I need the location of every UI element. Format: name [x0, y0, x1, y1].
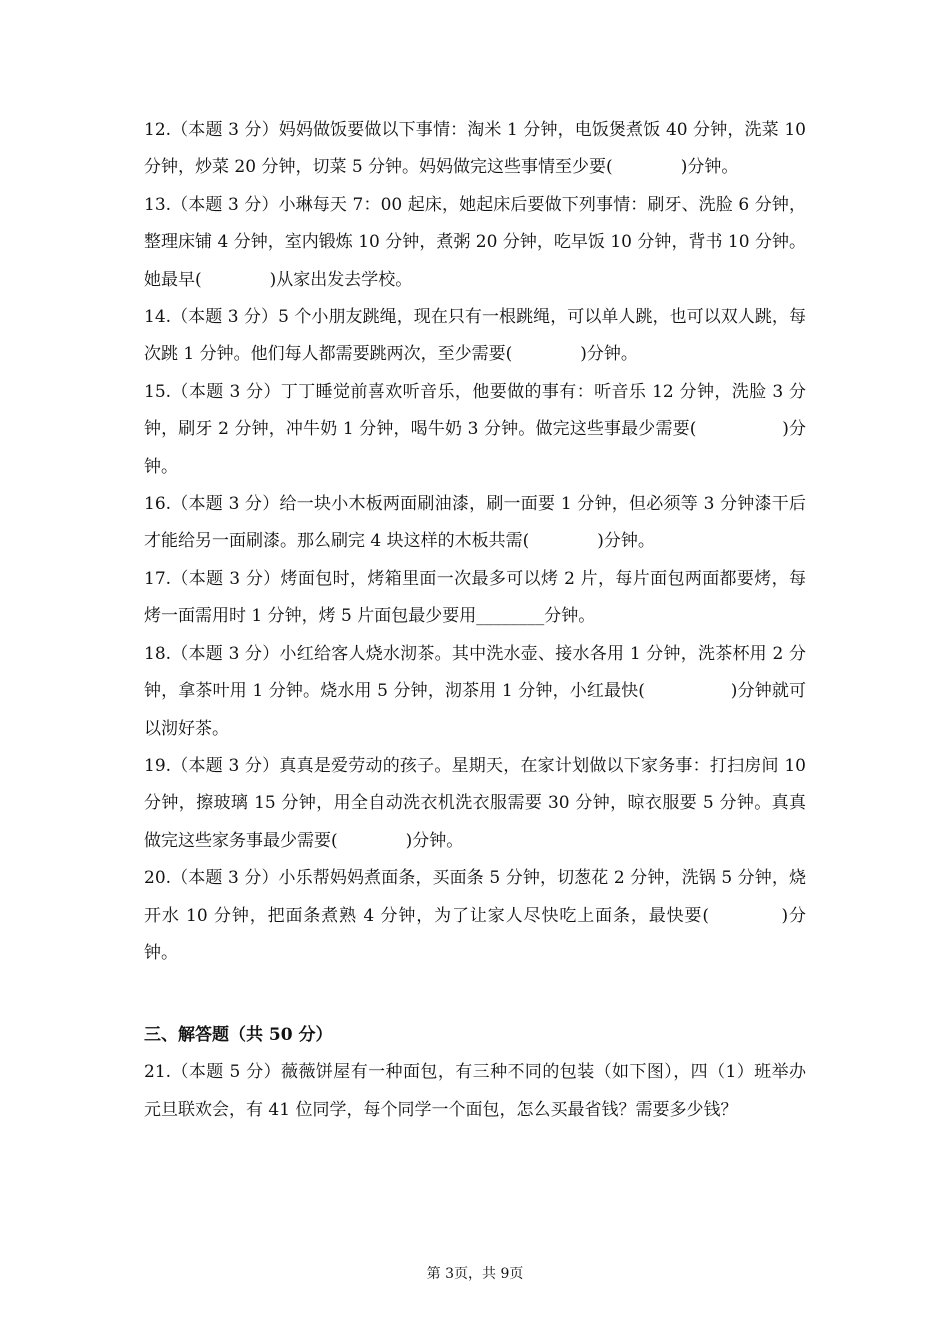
question-18: 18.（本题 3 分）小红给客人烧水沏茶。其中洗水壶、接水各用 1 分钟，洗茶杯用 2 分钟，拿茶叶用 1 分钟。烧水用 5 分钟，沏茶用 1 分钟，小红最快( )分钟就可以沏好茶。 [144, 643, 806, 739]
question-12: 12.（本题 3 分）妈妈做饭要做以下事情：淘米 1 分钟，电饭煲煮饭 40 分钟，洗菜 10 分钟，炒菜 20 分钟，切菜 5 分钟。妈妈做完这些事情至少要( )分钟。 [144, 120, 806, 178]
page-content [144, 112, 806, 1129]
page-footer: 第 3页，共 9页 [426, 1266, 524, 1282]
question-16: 16.（本题 3 分）给一块小木板两面刷油漆，刷一面要 1 分钟，但必须等 3 分钟漆干后才能给另一面刷漆。那么刷完 4 块这样的木板共需( )分钟。 [144, 494, 806, 552]
question-21: 21.（本题 5 分）薇薇饼屋有一种面包，有三种不同的包装（如下图），四（1）班举办元旦联欢会，有 41 位同学，每个同学一个面包，怎么买最省钱？需要多少钱？ [144, 1062, 806, 1120]
section-heading: 三、解答题（共 50 分） [144, 1025, 333, 1046]
question-17: 17.（本题 3 分）烤面包时，烤箱里面一次最多可以烤 2 片，每片面包两面都要烤，每烤一面需用时 1 分钟，烤 5 片面包最少要用________分钟。 [144, 568, 806, 627]
question-13: 13.（本题 3 分）小琳每天 7：00 起床，她起床后要做下列事情：刷牙、洗脸 6 分钟，整理床铺 4 分钟，室内锻炼 10 分钟，煮粥 20 分钟，吃早饭 10 分钟，背书 10 分钟。她最早( )从家出发去学校。 [144, 194, 806, 290]
question-20: 20.（本题 3 分）小乐帮妈妈煮面条，买面条 5 分钟，切葱花 2 分钟，洗锅 5 分钟，烧开水 10 分钟，把面条煮熟 4 分钟，为了让家人尽快吃上面条，最快要( )分钟。 [144, 868, 806, 963]
question-19: 19.（本题 3 分）真真是爱劳动的孩子。星期天，在家计划做以下家务事：打扫房间 10 分钟，擦玻璃 15 分钟，用全自动洗衣机洗衣服需要 30 分钟，晾衣服要 5 分钟。真真做完这些家务事最少需要( )分钟。 [144, 755, 806, 851]
question-15: 15.（本题 3 分）丁丁睡觉前喜欢听音乐，他要做的事有：听音乐 12 分钟，洗脸 3 分钟，刷牙 2 分钟，冲牛奶 1 分钟，喝牛奶 3 分钟。做完这些事最少需要( )分钟。 [144, 381, 806, 477]
question-14: 14.（本题 3 分）5 个小朋友跳绳，现在只有一根跳绳，可以单人跳，也可以双人跳，每次跳 1 分钟。他们每人都需要跳两次，至少需要( )分钟。 [144, 307, 806, 365]
